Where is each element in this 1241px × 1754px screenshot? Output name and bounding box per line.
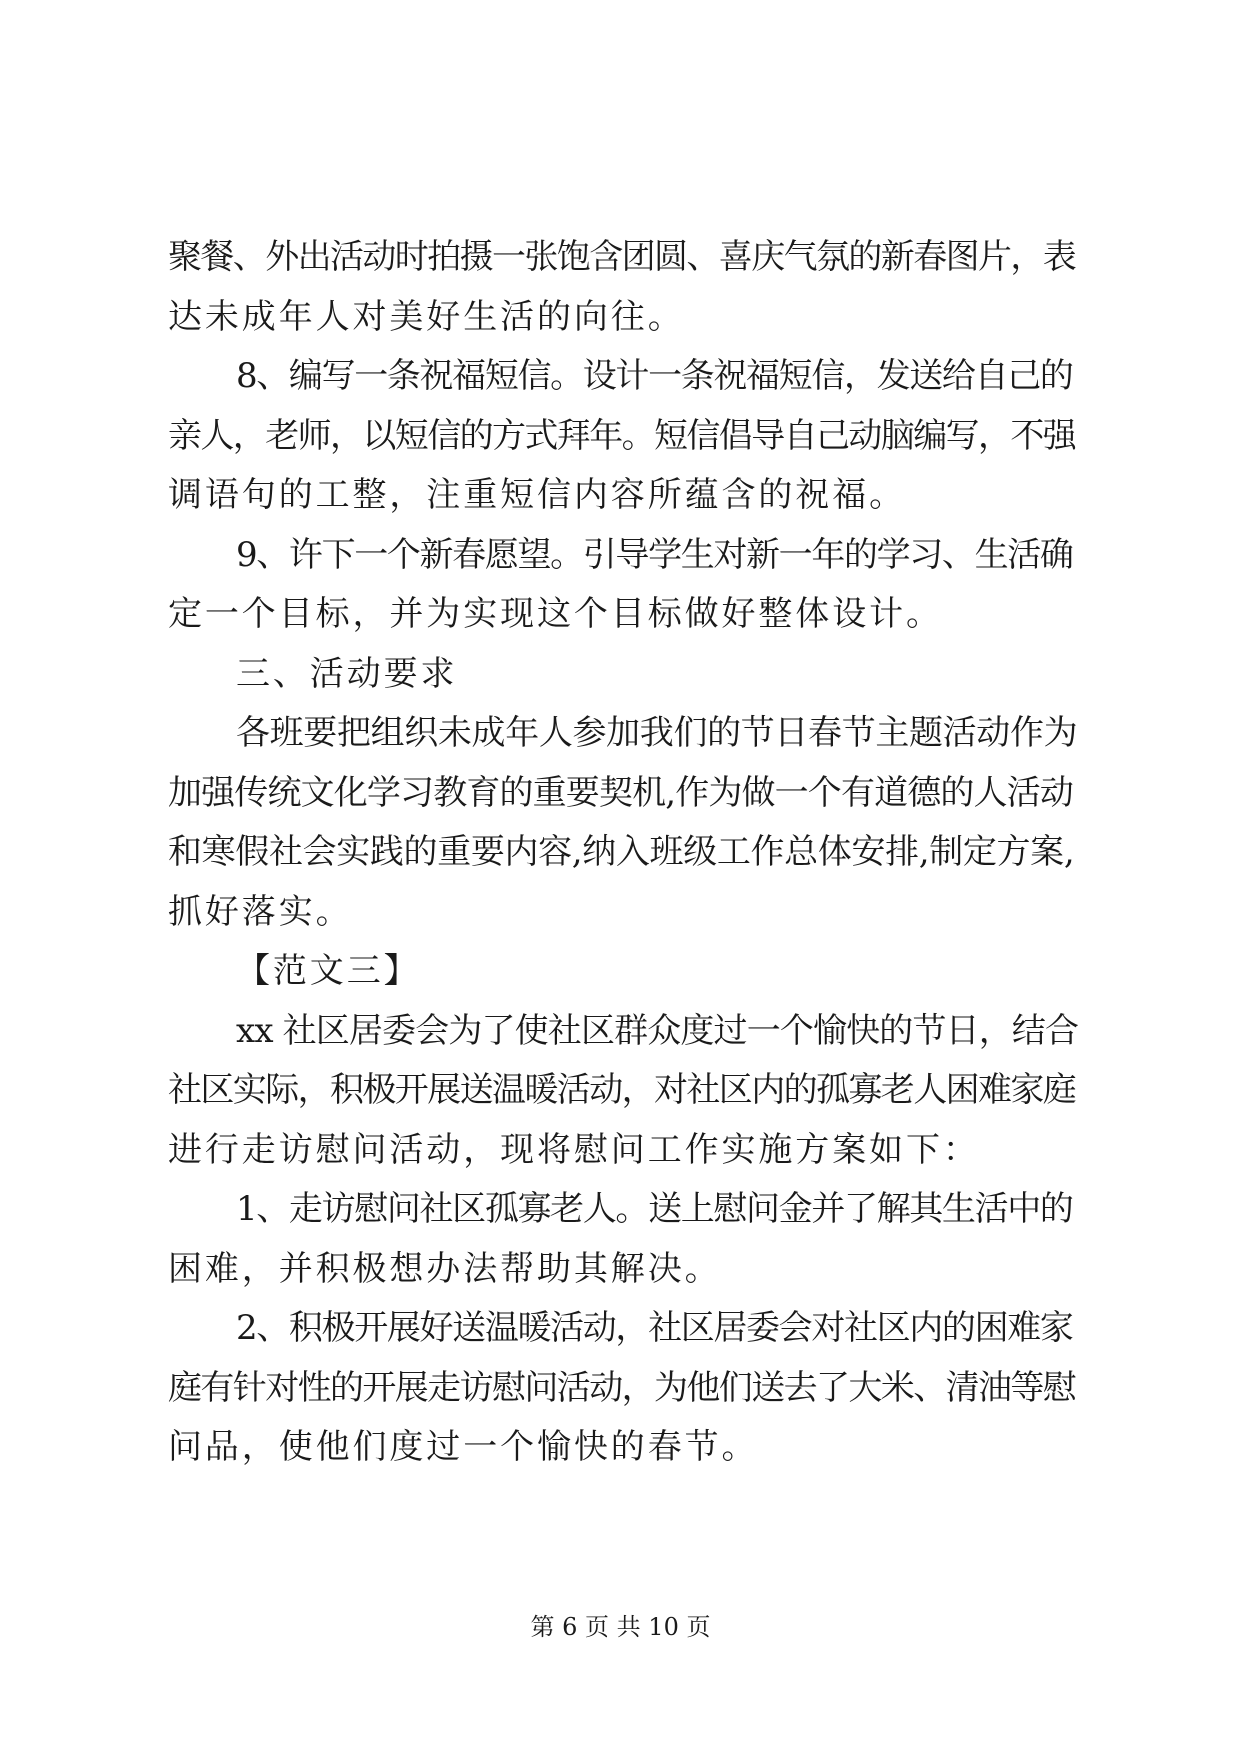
text-line: 9、许下一个新春愿望。引导学生对新一年的学习、生活确 xyxy=(236,534,1073,575)
document-body xyxy=(168,228,1078,1478)
text-line: 社区实际，积极开展送温暖活动，对社区内的孤寡老人困难家庭 xyxy=(168,1070,1076,1110)
text-line: 达未成年人对美好生活的向往。 xyxy=(168,296,685,337)
section-heading: 【范文三】 xyxy=(236,951,421,991)
text-line: 定一个目标，并为实现这个目标做好整体设计。 xyxy=(168,594,943,634)
text-line: 进行走访慰问活动，现将慰问工作实施方案如下： xyxy=(168,1129,980,1170)
page-number-footer: 第 6 页 共 10 页 xyxy=(530,1613,711,1641)
text-line: 和寒假社会实践的重要内容,纳入班级工作总体安排,制定方案, xyxy=(168,832,1075,872)
text-line: 各班要把组织未成年人参加我们的节日春节主题活动作为 xyxy=(236,713,1078,753)
text-line: 8、编写一条祝福短信。设计一条祝福短信，发送给自己的 xyxy=(236,356,1073,396)
text-line: 1、走访慰问社区孤寡老人。送上慰问金并了解其生活中的 xyxy=(236,1189,1073,1229)
text-line: 困难，并积极想办法帮助其解决。 xyxy=(168,1248,722,1289)
text-line: 庭有针对性的开展走访慰问活动，为他们送去了大米、清油等慰 xyxy=(168,1367,1076,1408)
text-line: 亲人，老师，以短信的方式拜年。短信倡导自己动脑编写，不强 xyxy=(168,415,1076,456)
text-line: 加强传统文化学习教育的重要契机,作为做一个有道德的人活动 xyxy=(168,772,1074,813)
text-line: 聚餐、外出活动时拍摄一张饱含团圆、喜庆气氛的新春图片，表 xyxy=(168,237,1076,277)
text-line: 问品，使他们度过一个愉快的春节。 xyxy=(168,1427,759,1467)
text-line: 调语句的工整，注重短信内容所蕴含的祝福。 xyxy=(168,475,906,515)
text-line: xx 社区居委会为了使社区群众度过一个愉快的节日，结合 xyxy=(236,1010,1079,1051)
text-line: 2、积极开展好送温暖活动，社区居委会对社区内的困难家 xyxy=(236,1308,1073,1348)
text-line: 抓好落实。 xyxy=(168,891,353,932)
section-heading: 三、活动要求 xyxy=(236,653,458,694)
